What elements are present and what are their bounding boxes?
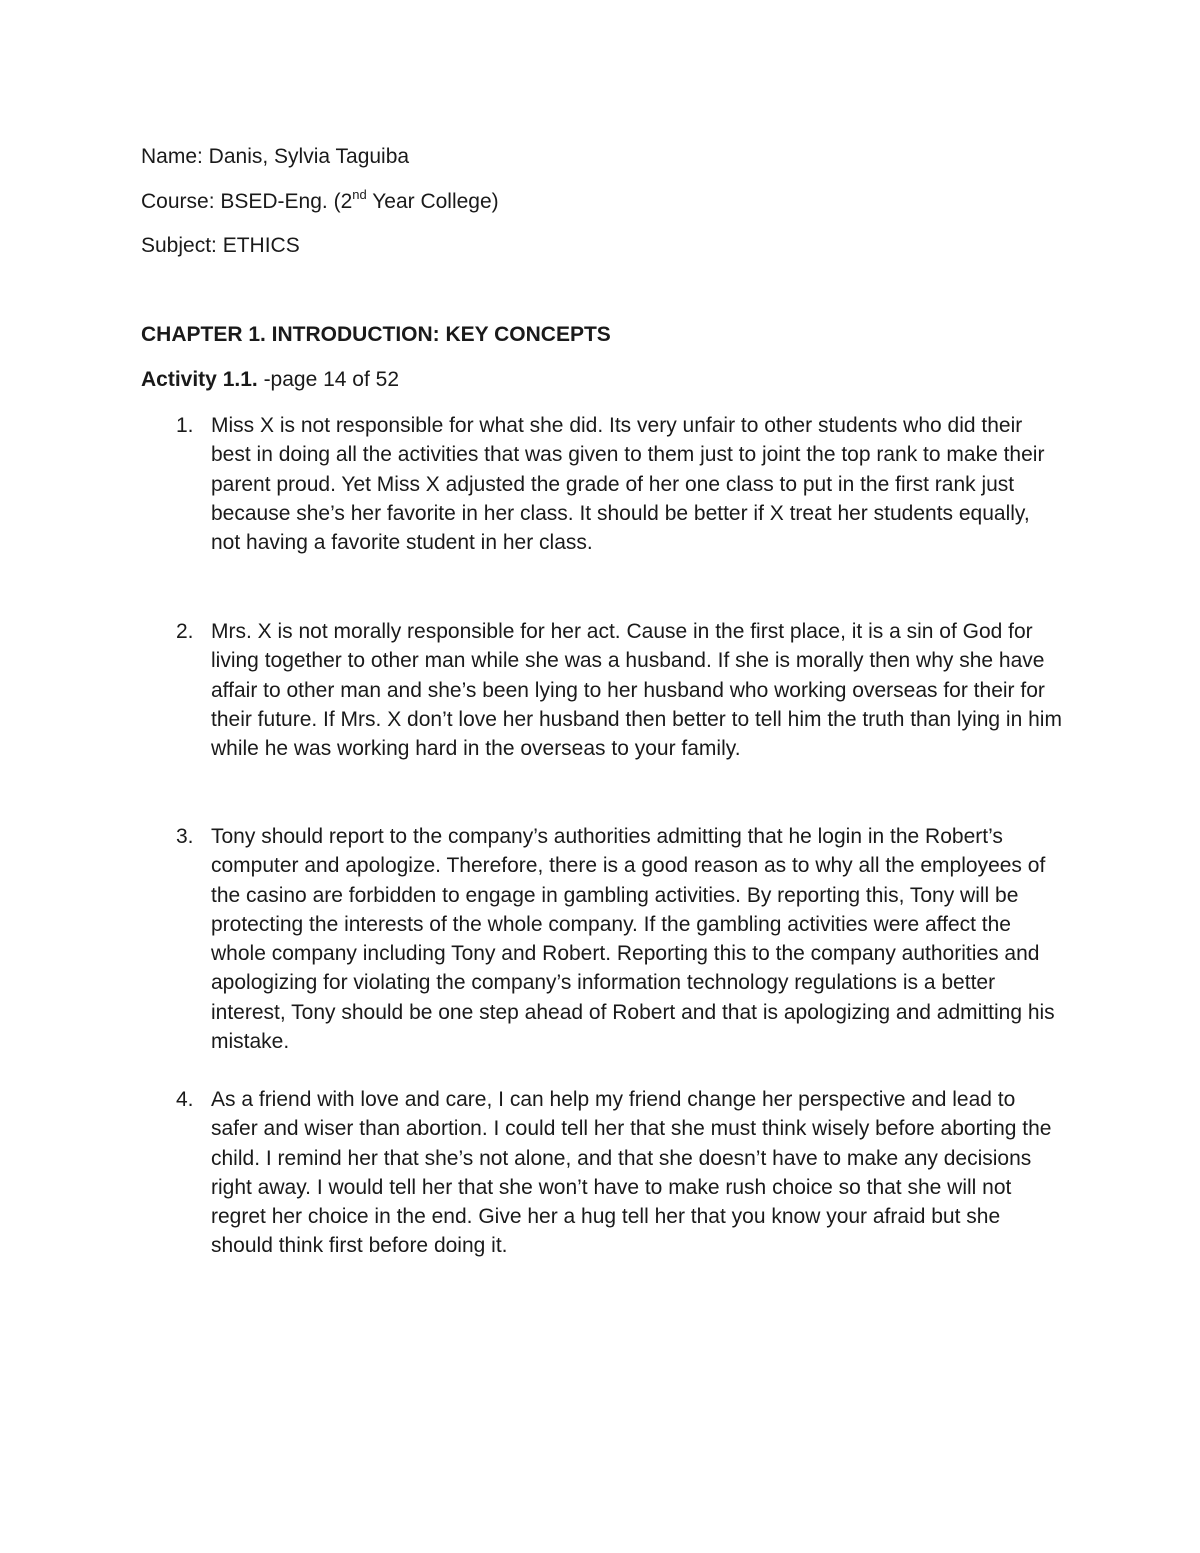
subject-line: Subject: ETHICS bbox=[141, 234, 300, 257]
activity-heading bbox=[141, 368, 399, 392]
course-line bbox=[141, 187, 499, 214]
list-item-text: As a friend with love and care, I can help my friend change her perspective and lead to safer and wiser than abortion. I could tell her that she must think wisely before aborting the child. I remind her that she’s not alone, and that she doesn’t have to make any decisions right away. I would tell her that she won’t have to make rush choice so that she will not regret her choice in the end. Give her a hug tell her that you know your afraid but she should think first before doing it. bbox=[211, 1088, 1052, 1258]
course-prefix: Course: BSED-Eng. (2 bbox=[141, 190, 353, 213]
list-item-text: Mrs. X is not morally responsible for her act. Cause in the first place, it is a sin of God for living together to other man while she was a husband. If she is morally then why she have affair to other man and she’s been lying to her husband who working overseas for their for their future. If Mrs. X don’t love her husband then better to tell him the truth than lying in him while he was working hard in the overseas to your family. bbox=[211, 620, 1062, 761]
list-item-number: 2. bbox=[176, 620, 194, 643]
activity-page-ref: -page 14 of 52 bbox=[257, 368, 400, 391]
activity-label: Activity 1.1. bbox=[141, 368, 258, 391]
chapter-title: CHAPTER 1. INTRODUCTION: KEY CONCEPTS bbox=[141, 323, 611, 346]
list-item-number: 4. bbox=[176, 1088, 194, 1111]
course-suffix: Year College) bbox=[366, 190, 499, 213]
course-superscript: nd bbox=[352, 187, 367, 202]
list-item-text: Miss X is not responsible for what she did. Its very unfair to other students who did their best in doing all the activities that was given to them just to joint the top rank to make their parent proud. Yet Miss X adjusted the grade of her one class to put in the first rank just because she’s her favorite in her class. It should be better if X treat her students equally, not having a favorite student in her class. bbox=[211, 414, 1045, 555]
list-item-text: Tony should report to the company’s authorities admitting that he login in the Robert’s computer and apologize. Therefore, there is a good reason as to why all the employees of the casino are forbidden to engage in gambling activities. By reporting this, Tony will be protecting the interests of the whole company. If the gambling activities were affect the whole company including Tony and Robert. Reporting this to the company authorities and apologizing for violating the company’s information technology regulations is a better interest, Tony should be one step ahead of Robert and that is apologizing and admitting his mistake. bbox=[211, 825, 1055, 1054]
student-name: Name: Danis, Sylvia Taguiba bbox=[141, 145, 410, 168]
list-item-number: 3. bbox=[176, 825, 194, 848]
list-item-number: 1. bbox=[176, 414, 194, 437]
